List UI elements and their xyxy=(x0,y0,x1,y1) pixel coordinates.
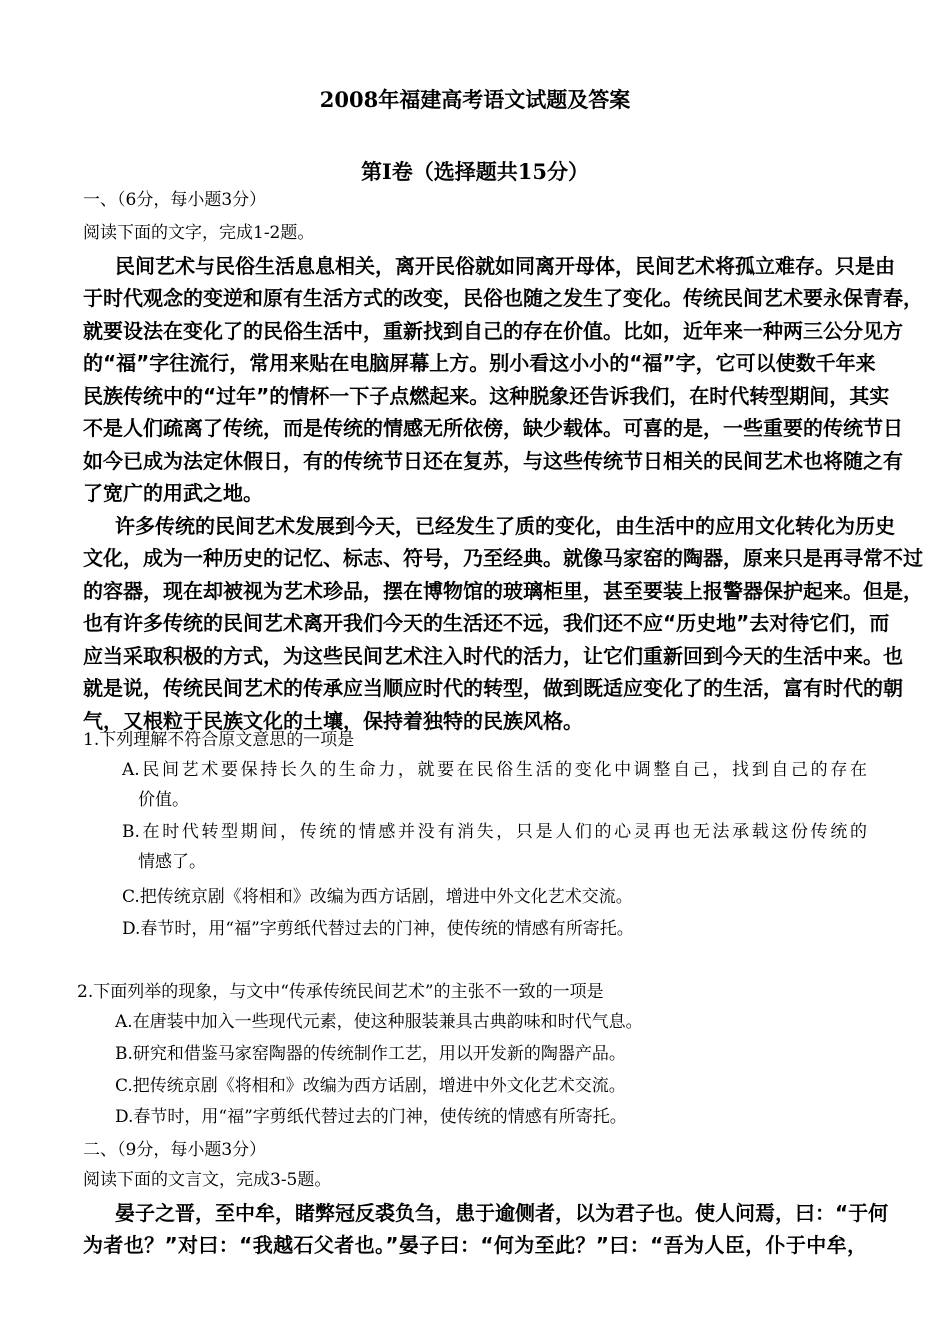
option-a-cont: 价值。 xyxy=(138,790,189,810)
paragraph-line: 了宽广的用武之地。 xyxy=(83,481,263,505)
paragraph-line: 许多传统的民间艺术发展到今天，已经发生了质的变化，由生活中的应用文化转化为历史 xyxy=(115,514,895,538)
paragraph-line: 如今已成为法定休假日，有的传统节日还在复苏，与这些传统节日相关的民间艺术也将随之有 xyxy=(83,449,903,473)
paragraph-line: 就要设法在变化了的民俗生活中，重新找到自己的存在价值。比如，近年来一种两三公分见方 xyxy=(83,319,903,343)
question-stem: 2.下面列举的现象，与文中“传承传统民间艺术”的主张不一致的一项是 xyxy=(77,982,604,1002)
paragraph-line: 也有许多传统的民间艺术离开我们今天的生活还不远，我们还不应“历史地”去对待它们，而 xyxy=(83,611,890,635)
option-a: A.民间艺术要保持长久的生命力，就要在民俗生活的变化中调整自己，找到自己的存在 xyxy=(122,760,867,780)
paragraph-line: 于时代观念的变逆和原有生活方式的改变，民俗也随之发生了变化。传统民间艺术要永保青春， xyxy=(83,286,923,310)
paragraph-line: 晏子之晋，至中牟，睹弊冠反裘负刍，患于逾侧者，以为君子也。使人问焉，曰：“于何 xyxy=(115,1201,889,1225)
option-c: C.把传统京剧《将相和》改编为西方话剧，增进中外文化艺术交流。 xyxy=(122,887,633,907)
option-a: A.在唐装中加入一些现代元素，使这种服装兼具古典韵味和时代气息。 xyxy=(115,1012,643,1032)
paragraph-line: 气，又根粒于民族文化的土壤，保持着独特的民族风格。 xyxy=(83,709,583,733)
option-d: D.春节时，用“福”字剪纸代替过去的门神，使传统的情感有所寄托。 xyxy=(115,1107,627,1127)
paragraph-line: 就是说，传统民间艺术的传承应当顺应时代的转型，做到既适应变化了的生活，富有时代的朝 xyxy=(83,676,903,700)
section-subtitle: 第Ⅰ卷（选择题共15分） xyxy=(360,159,590,184)
paragraph-line: 的容器，现在却被视为艺术珍品，摆在博物馆的玻璃柜里，甚至要装上报警器保护起来。但是， xyxy=(83,579,923,603)
paragraph-line: 应当采取积极的方式，为这些民间艺术注入时代的活力，让它们重新回到今天的生活中来。也 xyxy=(83,644,903,668)
paragraph-line: 民族传统中的“过年”的情杯一下子点燃起来。这种脱象还告诉我们，在时代转型期间，其实 xyxy=(83,384,890,408)
section2-instruction: 阅读下面的文言文，完成3-5题。 xyxy=(83,1170,332,1190)
option-b: B.在时代转型期间，传统的情感并没有消失，只是人们的心灵再也无法承载这份传统的 xyxy=(122,822,867,842)
option-d: D.春节时，用“福”字剪纸代替过去的门神，使传统的情感有所寄托。 xyxy=(122,919,634,939)
section1-heading: 一、（6分，每小题3分） xyxy=(83,190,267,210)
option-c: C.把传统京剧《将相和》改编为西方话剧，增进中外文化艺术交流。 xyxy=(115,1076,626,1096)
option-b: B.研究和借鉴马家窑陶器的传统制作工艺，用以开发新的陶器产品。 xyxy=(115,1044,626,1064)
paragraph-line: 文化，成为一种历史的记忆、标志、符号，乃至经典。就像马家窑的陶器，原来只是再寻常不过 xyxy=(83,546,923,570)
paragraph-line: 不是人们疏离了传统，而是传统的情感无所依傍，缺少载体。可喜的是，一些重要的传统节日 xyxy=(83,416,903,440)
question-stem: 1.下列理解不符合原文意思的一项是 xyxy=(83,730,355,750)
option-b-cont: 情感了。 xyxy=(138,852,206,872)
section2-heading: 二、（9分，每小题3分） xyxy=(83,1140,267,1160)
section1-instruction: 阅读下面的文字，完成1-2题。 xyxy=(83,223,315,243)
paragraph-line: 的“福”字往流行，常用来贴在电脑屏幕上方。别小看这小小的“福”字，它可以使数千年来 xyxy=(83,351,876,375)
paragraph-line: 民间艺术与民俗生活息息相关，离开民俗就如同离开母体，民间艺术将孤立难存。只是由 xyxy=(115,254,895,278)
document-title: 2008年福建高考语文试题及答案 xyxy=(319,87,631,112)
paragraph-line: 为者也？”对曰：“我越石父者也。”晏子曰：“何为至此？”曰：“吾为人臣，仆于中牟， xyxy=(83,1233,867,1257)
